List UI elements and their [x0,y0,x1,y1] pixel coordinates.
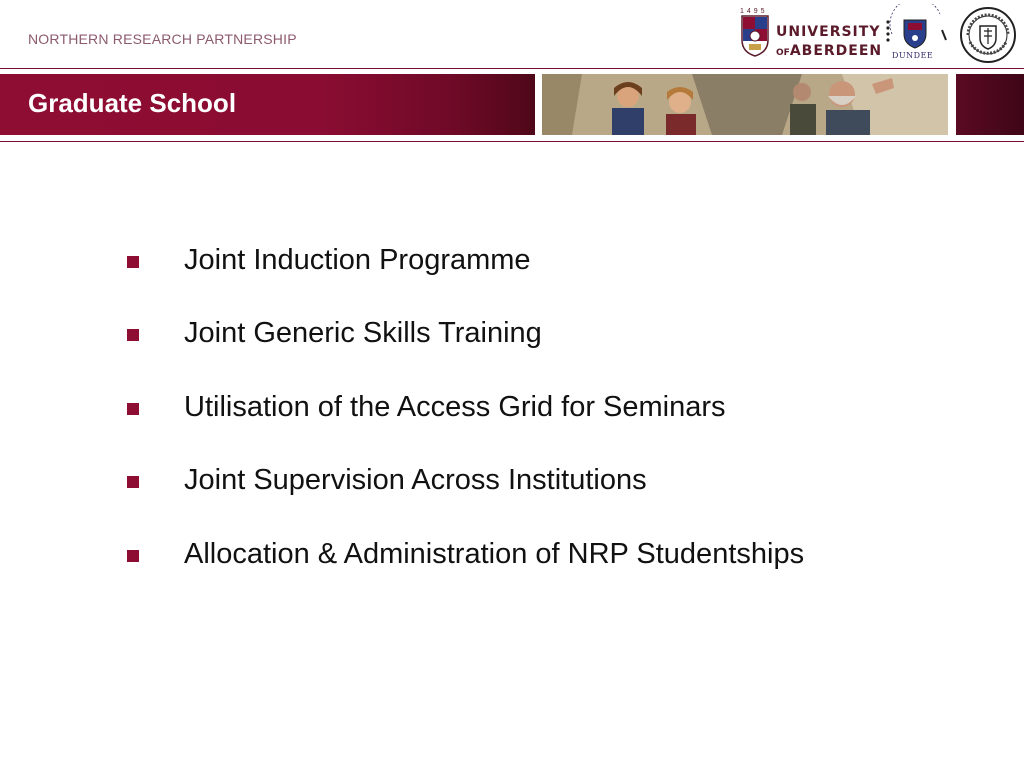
header-photo [542,74,948,135]
bullet-square-icon [127,256,139,268]
list-item [0,391,1024,431]
bullet-square-icon [127,329,139,341]
aberdeen-line2: ABERDEEN [789,43,883,59]
bullet-text: Utilisation of the Access Grid for Seminars [184,391,726,423]
aberdeen-line2-wrap [776,43,882,59]
list-item [0,538,1024,578]
dundee-crest-icon [882,4,950,50]
university-of-aberdeen-logo [736,8,883,64]
aberdeen-year: 1495 [740,8,768,15]
bullet-text: Allocation & Administration of NRP Studentships [184,538,805,570]
partner-logos [736,4,1020,66]
aberdeen-line1: UNIVERSITY [776,24,881,40]
title-band-right [956,74,1024,135]
bullet-text: Joint Supervision Across Institutions [184,464,647,496]
bullet-text: Joint Generic Skills Training [184,317,542,349]
rgu-seal-icon [958,4,1018,66]
bottom-rule [0,141,1024,142]
university-of-dundee-logo [882,4,950,66]
bullet-square-icon [127,476,139,488]
header-photo-image [542,74,948,135]
aberdeen-of: OF [776,48,790,58]
bullet-square-icon [127,403,139,415]
bullet-square-icon [127,550,139,562]
list-item [0,317,1024,357]
bullet-text: Joint Induction Programme [184,244,531,276]
list-item [0,244,1024,284]
top-rule [0,68,1024,69]
list-item [0,464,1024,504]
robert-gordon-university-logo [958,4,1018,66]
dundee-label: DUNDEE [892,51,934,60]
header-label: NORTHERN RESEARCH PARTNERSHIP [28,31,297,47]
page-title: Graduate School [28,88,237,118]
aberdeen-crest-icon [740,14,770,58]
